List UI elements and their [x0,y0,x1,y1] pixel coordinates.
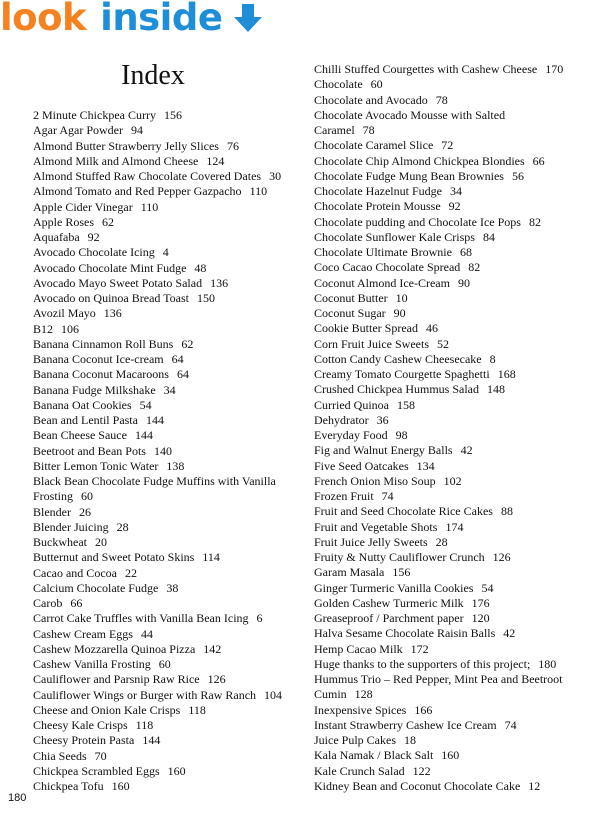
index-page-ref: 138 [166,458,185,473]
banner-word-look: look [0,0,87,39]
index-entry [314,443,606,458]
index-term: Cashew Vanilla Frosting [33,657,151,671]
index-page-ref: 64 [176,367,189,382]
index-term: 2 Minute Chickpea Curry [33,108,156,122]
index-term: Frozen Fruit [314,489,374,503]
index-page-ref: 98 [395,428,408,442]
index-entry [314,291,606,306]
index-term: Caramel [314,123,355,137]
index-page-ref: 160 [111,779,130,793]
index-page-ref: 34 [163,382,176,397]
index-entry [33,383,305,398]
index-entry [314,611,606,626]
index-term: Agar Agar Powder [33,123,123,138]
index-term: Beetroot and Bean Pots [33,443,146,458]
index-entry [33,657,305,672]
index-page-ref: 110 [140,199,159,214]
index-page-ref: 172 [410,641,429,656]
index-page-ref: 156 [163,108,182,122]
index-page-ref: 60 [158,657,171,671]
index-page-ref: 134 [416,458,435,473]
index-term: Apple Cider Vinegar [33,199,133,214]
index-entry [314,565,606,580]
index-term: Hemp Cacao Milk [314,641,403,656]
index-entry [33,703,305,718]
index-entry [314,642,606,657]
index-term: Avozil Mayo [33,306,96,321]
index-entry [314,764,606,779]
index-entry [314,382,606,397]
index-term: Greaseproof / Parchment paper [314,611,464,625]
index-term: Chocolate pudding and Chocolate Ice Pops [314,214,521,229]
index-page-ref: 42 [503,626,516,641]
index-page-ref: 82 [528,214,541,229]
index-entry [33,337,305,352]
index-page-ref: 88 [500,504,513,519]
index-entry [314,581,606,596]
index-entry [33,413,305,428]
index-term: Banana Oat Cookies [33,397,132,412]
index-term: Cacao and Cocoa [33,565,117,580]
index-entry [33,108,305,123]
index-entry [314,718,606,733]
index-entry [33,627,305,642]
index-page-ref: 4 [162,245,169,260]
index-entry [314,199,606,214]
index-entry [314,459,606,474]
index-term: Avocado Mayo Sweet Potato Salad [33,275,203,290]
index-page-ref: 62 [102,214,114,229]
index-term: Almond Milk and Almond Cheese [33,153,199,168]
index-entry [33,200,305,215]
index-page-ref: 106 [61,321,80,336]
index-page-ref: 54 [139,397,152,412]
index-entry [33,444,305,459]
index-page-ref: 90 [393,306,406,320]
index-entry [33,566,305,581]
index-page-ref: 74 [504,717,517,732]
index-entry [314,687,606,702]
index-entry [33,535,305,550]
index-page-ref: 90 [457,275,470,290]
index-page-ref: 76 [226,138,239,153]
index-term: Inexpensive Spices [314,702,407,717]
index-entry [33,139,305,154]
index-entry [314,672,606,687]
index-entry [33,215,305,230]
index-page-ref: 176 [471,595,490,610]
index-term: Frosting [33,489,74,504]
index-page-ref: 156 [392,565,411,580]
index-term: Aquafaba [33,230,80,244]
index-entry [33,154,305,169]
index-page-ref: 44 [140,626,153,641]
index-entry [314,276,606,291]
index-term: Fig and Walnut Energy Balls [314,443,453,458]
index-term: Five Seed Oatcakes [314,458,409,473]
index-entry [314,413,606,428]
index-page-ref: 168 [497,367,516,381]
index-page-ref: 28 [435,534,448,549]
index-page-ref: 38 [166,580,179,595]
index-page-ref: 60 [370,77,383,92]
index-term: Chickpea Tofu [33,779,104,793]
index-page-ref: 62 [181,336,194,351]
index-page-ref: 124 [206,153,225,168]
index-entry [33,611,305,626]
index-page-ref: 160 [441,748,460,763]
index-entry [314,138,606,153]
index-entry [314,703,606,718]
index-term: Almond Butter Strawberry Jelly Slices [33,138,219,153]
index-term: Juice Pulp Cakes [314,733,396,747]
index-page-ref: 22 [124,565,137,580]
index-page-ref: 180 [538,656,557,671]
index-entry [314,657,606,672]
index-entry [314,779,606,794]
index-entry [314,123,606,138]
index-entry [314,77,606,92]
index-term: Buckwheat [33,535,87,549]
index-term: Chocolate Ultimate Brownie [314,245,452,259]
index-term: Cashew Mozzarella Quinoa Pizza [33,641,196,656]
index-entry [314,733,606,748]
index-page-ref: 160 [167,763,186,778]
index-term: Carrot Cake Truffles with Vanilla Bean Icing [33,611,249,626]
index-page-ref: 48 [194,260,207,275]
index-term: Dehydrator [314,412,369,427]
index-entry [314,535,606,550]
index-page-ref: 120 [471,611,490,625]
index-term: Garam Masala [314,565,385,580]
index-term: Chilli Stuffed Courgettes with Cashew Cheese [314,62,538,76]
index-term: French Onion Miso Soup [314,473,436,488]
index-page-ref: 118 [188,702,206,717]
index-entry [314,626,606,641]
index-page-ref: 56 [511,168,524,183]
index-entry [33,261,305,276]
index-entry [314,504,606,519]
index-term: Apple Roses [33,214,94,229]
index-entry [33,718,305,733]
index-term: Cookie Butter Spread [314,321,418,336]
index-entry [33,474,305,489]
index-term: Crushed Chickpea Hummus Salad [314,382,479,397]
index-term: Hummus Trio – Red Pepper, Mint Pea and Beetroot [314,672,563,686]
index-page-ref: 30 [269,169,282,183]
index-page-ref: 114 [202,550,220,565]
index-entry [33,352,305,367]
index-entry [314,398,606,413]
index-term: Kale Crunch Salad [314,763,405,778]
index-term: Black Bean Chocolate Fudge Muffins with Vanilla [33,474,276,488]
index-page-ref: 82 [468,260,481,275]
index-term: Avocado on Quinoa Bread Toast [33,291,190,305]
index-term: Chocolate Fudge Mung Bean Brownies [314,168,504,183]
index-page-ref: 68 [459,245,472,259]
index-entry [33,184,305,199]
index-term: Coconut Sugar [314,306,386,320]
index-entry [314,428,606,443]
index-term: Cumin [314,687,347,702]
index-entry [314,352,606,367]
index-term: Everyday Food [314,428,388,442]
index-entry [314,93,606,108]
index-term: Chickpea Scrambled Eggs [33,763,160,778]
index-term: Fruity & Nutty Cauliflower Crunch [314,550,485,564]
index-page-ref: 158 [396,397,415,412]
index-term: Coconut Almond Ice-Cream [314,275,450,290]
index-page-ref: 64 [171,352,184,366]
index-term: Cheese and Onion Kale Crisps [33,702,181,717]
index-page-ref: 128 [354,687,373,702]
banner-word-inside: inside [100,0,223,39]
index-page-ref: 118 [135,718,154,732]
index-page-ref: 102 [443,473,462,488]
index-page-ref: 136 [103,306,122,321]
index-term: Halva Sesame Chocolate Raisin Balls [314,626,496,641]
index-entry [33,230,305,245]
index-term: Cauliflower and Parsnip Raw Rice [33,672,200,687]
index-entry [33,123,305,138]
index-term: Instant Strawberry Cashew Ice Cream [314,717,497,732]
index-page-ref: 126 [207,672,226,687]
index-term: Corn Fruit Juice Sweets [314,336,429,351]
index-term: Avocado Chocolate Mint Fudge [33,260,187,275]
index-page-ref: 148 [486,382,505,397]
index-entry [33,733,305,748]
index-term: Banana Coconut Ice-cream [33,352,164,366]
index-entry [314,474,606,489]
index-term: Chocolate Chip Almond Chickpea Blondies [314,153,525,168]
index-column-left [33,108,305,794]
index-term: Chocolate Hazelnut Fudge [314,184,442,198]
index-page-ref: 36 [376,412,389,427]
index-page-ref: 70 [94,748,107,763]
index-entry [33,459,305,474]
index-entry [33,688,305,703]
index-page-ref: 72 [441,138,454,153]
page-title: Index [121,60,185,91]
index-page-ref: 52 [437,336,449,351]
index-term: B12 [33,321,54,336]
index-page-ref: 94 [130,123,143,138]
index-term: Cashew Cream Eggs [33,626,133,641]
index-term: Avocado Chocolate Icing [33,245,155,260]
index-term: Banana Coconut Macaroons [33,367,169,382]
index-entry [33,291,305,306]
index-entry [33,505,305,520]
index-entry [314,321,606,336]
index-entry [33,749,305,764]
index-entry [33,367,305,382]
index-page-ref: 34 [449,184,462,198]
index-page-ref: 174 [445,519,464,534]
index-page-ref: 110 [249,184,268,199]
index-entry [314,215,606,230]
index-term: Kidney Bean and Coconut Chocolate Cake [314,778,521,793]
index-page-ref: 66 [532,153,545,168]
index-page-ref: 78 [435,92,448,107]
index-page-ref: 144 [134,428,153,443]
index-term: Banana Cinnamon Roll Buns [33,336,174,351]
index-entry [314,260,606,275]
index-term: Cotton Candy Cashew Cheesecake [314,351,482,366]
index-page-ref: 144 [142,733,161,748]
index-entry [33,306,305,321]
look-inside-banner [0,0,264,39]
index-term: Bean Cheese Sauce [33,428,127,443]
index-entry [314,306,606,321]
index-term: Fruit and Seed Chocolate Rice Cakes [314,504,493,519]
index-entry [33,672,305,687]
index-entry [33,581,305,596]
index-page-ref: 136 [210,275,229,290]
index-term: Chocolate Caramel Slice [314,138,434,153]
index-term: Chocolate [314,77,363,92]
index-term: Coconut Butter [314,290,388,305]
index-entry [314,108,606,123]
index-entry [314,367,606,382]
index-entry [314,550,606,565]
index-term: Almond Tomato and Red Pepper Gazpacho [33,184,242,199]
index-page-ref: 60 [81,489,94,504]
index-term: Blender Juicing [33,519,109,534]
index-term: Banana Fudge Milkshake [33,382,156,397]
index-term: Chocolate Sunflower Kale Crisps [314,229,475,244]
page-number: 180 [8,792,27,804]
index-term: Fruit Juice Jelly Sweets [314,534,428,549]
index-term: Bitter Lemon Tonic Water [33,458,159,473]
index-page-ref: 10 [395,290,408,305]
index-term: Almond Stuffed Raw Chocolate Covered Dates [33,169,262,183]
index-entry [33,169,305,184]
index-term: Cheesy Protein Pasta [33,733,135,748]
index-term: Kala Namak / Black Salt [314,748,434,763]
index-page-ref: 142 [203,641,222,656]
index-entry [314,520,606,535]
index-entry [314,245,606,260]
index-term: Fruit and Vegetable Shots [314,519,438,534]
index-page-ref: 8 [489,351,496,366]
index-entry [314,748,606,763]
index-term: Blender [33,504,71,519]
index-term: Chocolate and Avocado [314,92,428,107]
index-term: Cheesy Kale Crisps [33,718,128,732]
arrow-down-icon [232,2,264,34]
index-page-ref: 12 [528,778,541,793]
index-page-ref: 66 [70,596,83,610]
index-entry [33,764,305,779]
index-term: Curried Quinoa [314,397,389,412]
index-page-ref: 18 [404,733,416,747]
index-page-ref: 54 [481,580,494,595]
index-entry [33,489,305,504]
index-page-ref: 126 [492,550,511,564]
index-entry [314,230,606,245]
index-term: Cauliflower Wings or Burger with Raw Ranch [33,687,257,702]
index-entry [314,169,606,184]
index-page-ref: 140 [153,443,172,458]
index-entry [33,596,305,611]
index-page-ref: 6 [256,611,263,626]
index-page-ref: 166 [414,702,433,717]
index-entry [33,245,305,260]
index-entry [314,184,606,199]
index-page-ref: 28 [116,519,129,534]
index-term: Calcium Chocolate Fudge [33,580,159,595]
index-page-ref: 74 [381,489,394,503]
index-page-ref: 122 [412,763,431,778]
index-term: Chocolate Avocado Mousse with Salted [314,107,506,122]
index-page-ref: 92 [87,230,100,244]
index-term: Bean and Lentil Pasta [33,413,138,427]
index-page-ref: 150 [197,291,216,305]
index-page-ref: 170 [545,62,564,76]
index-entry [33,779,305,794]
index-page-ref: 92 [448,199,461,214]
index-page-ref: 20 [94,535,107,549]
index-entry [33,322,305,337]
index-page-ref: 42 [460,443,473,458]
index-term: Huge thanks to the supporters of this project; [314,656,531,671]
index-term: Butternut and Sweet Potato Skins [33,550,195,565]
index-entry [33,642,305,657]
index-page-ref: 84 [482,229,495,244]
index-term: Chocolate Protein Mousse [314,199,441,214]
index-entry [314,154,606,169]
index-term: Ginger Turmeric Vanilla Cookies [314,580,474,595]
index-entry [33,398,305,413]
index-page-ref: 144 [145,413,164,427]
index-entry [314,337,606,352]
index-term: Creamy Tomato Courgette Spaghetti [314,367,490,381]
index-page-ref: 104 [264,687,283,702]
index-entry [33,550,305,565]
index-entry [33,520,305,535]
index-entry [33,428,305,443]
index-entry [314,596,606,611]
index-term: Golden Cashew Turmeric Milk [314,595,464,610]
index-term: Carob [33,596,63,610]
index-page-ref: 46 [425,321,438,336]
index-page-ref: 78 [362,123,375,137]
index-term: Coco Cacao Chocolate Spread [314,260,461,275]
index-entry [314,489,606,504]
index-entry [33,276,305,291]
index-term: Chia Seeds [33,748,87,763]
index-entry [314,62,606,77]
index-page-ref: 26 [79,504,91,519]
index-column-right [314,62,606,794]
